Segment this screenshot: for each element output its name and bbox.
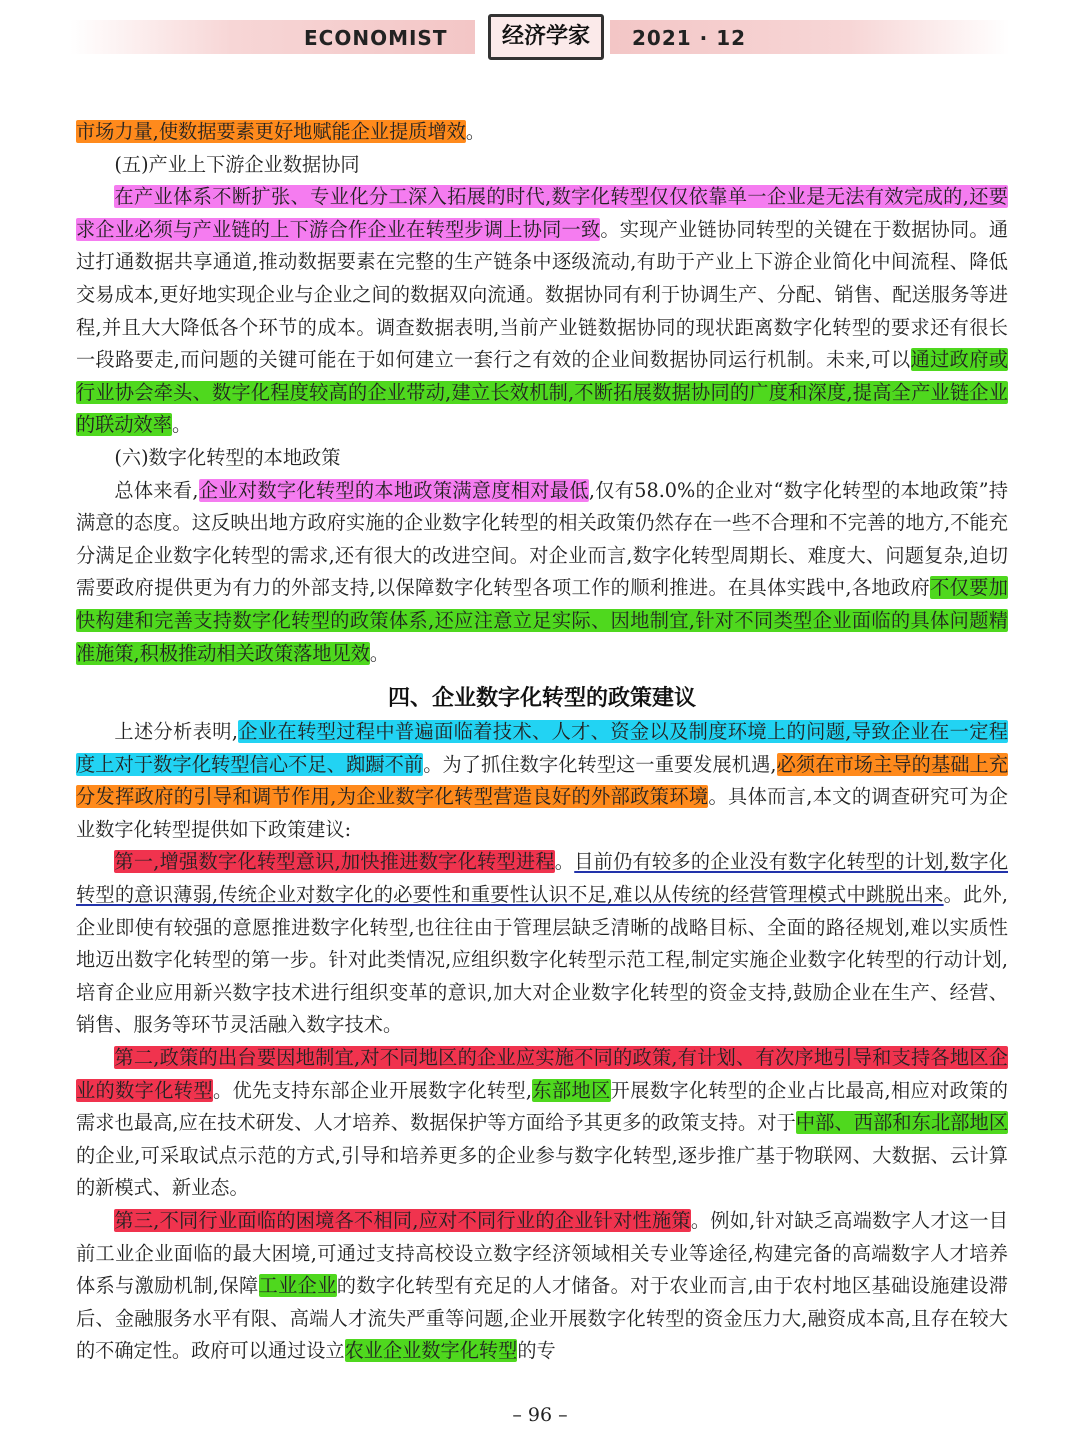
- section-heading-4: 四、企业数字化转型的政策建议: [387, 686, 696, 712]
- text-run: 。例如,针对缺乏高端数字人才这一目前工业企业面临的最大困境,可通过支持高校设立数字经济领域相关专业等途径,构建完备的高端数字人才培养体系与激励机制,保障: [76, 1209, 1008, 1298]
- highlight-orange: 市场力量,使数据要素更好地赋能企业提质增效: [76, 120, 466, 143]
- highlight-red: 第三,不同行业面临的困境各不相同,应对不同行业的企业针对性施策: [114, 1209, 691, 1232]
- issue-date: 2021 · 12: [632, 26, 747, 50]
- highlight-orange: 必须在市场主导的基础上充分发挥政府的引导和调节作用,为企业数字化转型营造良好的外部政策环境: [76, 752, 1009, 809]
- journal-logo: [488, 14, 604, 60]
- paragraph-suggestion-2: [76, 1042, 1008, 1205]
- paragraph-local-policy: [76, 475, 1008, 671]
- highlight-red: 第一,增强数字化转型意识,加快推进数字化转型进程: [114, 850, 555, 874]
- text-run: 的数字化转型有充足的人才储备。对于农业而言,由于农村地区基础设施建设滞后、金融服务水平有限、高端人才流失严重等问题,企业开展数字化转型的资金压力大,融资成本高,且存在较大的不确定性。政府可以通过设立: [76, 1274, 1008, 1363]
- text-run: 。: [171, 413, 192, 437]
- highlight-green: 通过政府或行业协会牵头、数字化程度较高的企业带动,建立长效机制,不断拓展数据协同的广度和深度,提高全产业链企业的联动效率: [76, 348, 1008, 437]
- journal-name-chinese: 经济学家: [501, 24, 590, 49]
- paragraph-data-synergy: [76, 181, 1008, 442]
- article-body: [76, 116, 1008, 1368]
- page-number: – 96 –: [512, 1404, 568, 1426]
- subsection-heading-5: (五)产业上下游企业数据协同: [114, 152, 360, 176]
- text-run: ,仅有58.0%的企业对“数字化转型的本地政策”持满意的态度。这反映出地方政府实施的企业数字化转型的相关政策仍然存在一些不合理和不完善的地方,不能充分满足企业数字化转型的需求,还有很大的改进空间。对企业而言,数字化转型周期长、难度大、问题复杂,迫切需要政府提供更为有力的外部支持,以保障数字化转型各项工作的顺利推进。在具体实践中,各地政府: [76, 478, 1009, 600]
- highlight-red: 第二,政策的出台要因地制宜,对不同地区的企业应实施不同的政策,有计划、有次序地引导和支持各地区企业的数字化转型: [76, 1046, 1008, 1102]
- text-run: 的企业,可采取试点示范的方式,引导和培养更多的企业参与数字化转型,逐步推广基于物联网、大数据、云计算的新模式、新业态。: [76, 1143, 1008, 1200]
- paragraph-policy-intro: [76, 716, 1008, 846]
- underlined-text: 目前仍有较多的企业没有数字化转型的计划,数字化转型的意识薄弱,传统企业对数字化的必要性和重要性认识不足,难以从传统的经营管理模式中跳脱出来: [76, 850, 1009, 907]
- journal-name-english: ECONOMIST: [304, 26, 448, 50]
- highlight-green: 中部、西部和东北部地区: [795, 1111, 1009, 1135]
- text-run: 。优先支持东部企业开展数字化转型,: [212, 1078, 533, 1102]
- text-run: 。具体而言,本文的调查研究可为企业数字化转型提供如下政策建议:: [76, 785, 1008, 841]
- highlight-cyan: 企业在转型过程中普遍面临着技术、人才、资金以及制度环境上的问题,导致企业在一定程度上对于数字化转型信心不足、踟蹰不前: [76, 720, 1008, 776]
- text-run: 。: [369, 641, 390, 665]
- highlight-green: 工业企业: [258, 1274, 337, 1298]
- highlight-magenta: 企业对数字化转型的本地政策满意度相对最低: [198, 478, 589, 502]
- highlight-green: 东部地区: [532, 1078, 611, 1102]
- highlight-green: 农业企业数字化转型: [344, 1339, 518, 1363]
- page-header: [70, 14, 1010, 60]
- paragraph-suggestion-1: [76, 846, 1008, 1042]
- subsection-heading-6: (六)数字化转型的本地政策: [114, 445, 341, 469]
- text-run: 上述分析表明,: [114, 720, 238, 744]
- text-run: 。为了抓住数字化转型这一重要发展机遇,: [423, 752, 777, 776]
- paragraph-continued: [76, 116, 1008, 149]
- text-run: 的专: [517, 1339, 556, 1363]
- text-run: 。此外,企业即使有较强的意愿推进数字化转型,也往往由于管理层缺乏清晰的战略目标、全面的路径规划,难以实质性地迈出数字化转型的第一步。针对此类情况,应组织数字化转型示范工程,制定实施企业数字化转型的行动计划,培育企业应用新兴数字技术进行组织变革的意识,加大对企业数字化转型的资金支持,鼓励企业在生产、经营、销售、服务等环节灵活融入数字技术。: [76, 883, 1008, 1037]
- text-run: 总体来看,: [114, 478, 199, 502]
- highlight-green: 不仅要加快构建和完善支持数字化转型的政策体系,还应注意立足实际、因地制宜,针对不同类型企业面临的具体问题精准施策,积极推动相关政策落地见效: [76, 576, 1008, 665]
- text-run: 。实现产业链协同转型的关键在于数据协同。通过打通数据共享通道,推动数据要素在完整的生产链条中逐级流动,有助于产业上下游企业简化中间流程、降低交易成本,更好地实现企业与企业之间的数据双向流通。数据协同有利于协调生产、分配、销售、配送服务等进程,并且大大降低各个环节的成本。调查数据表明,当前产业链数据协同的现状距离数字化转型的要求还有很长一段路要走,而问题的关键可能在于如何建立一套行之有效的企业间数据协同运行机制。未来,可以: [76, 217, 1009, 372]
- paragraph-suggestion-3: [76, 1205, 1008, 1368]
- text-run: 。: [465, 120, 486, 143]
- text-run: 。: [554, 850, 575, 874]
- highlight-magenta: 在产业体系不断扩张、专业化分工深入拓展的时代,数字化转型仅仅依靠单一企业是无法有效完成的,还要求企业必须与产业链的上下游合作企业在转型步调上协同一致: [76, 185, 1008, 241]
- text-run: 开展数字化转型的企业占比最高,相应对政策的需求也最高,应在技术研发、人才培养、数据保护等方面给予其更多的政策支持。对于: [76, 1078, 1008, 1135]
